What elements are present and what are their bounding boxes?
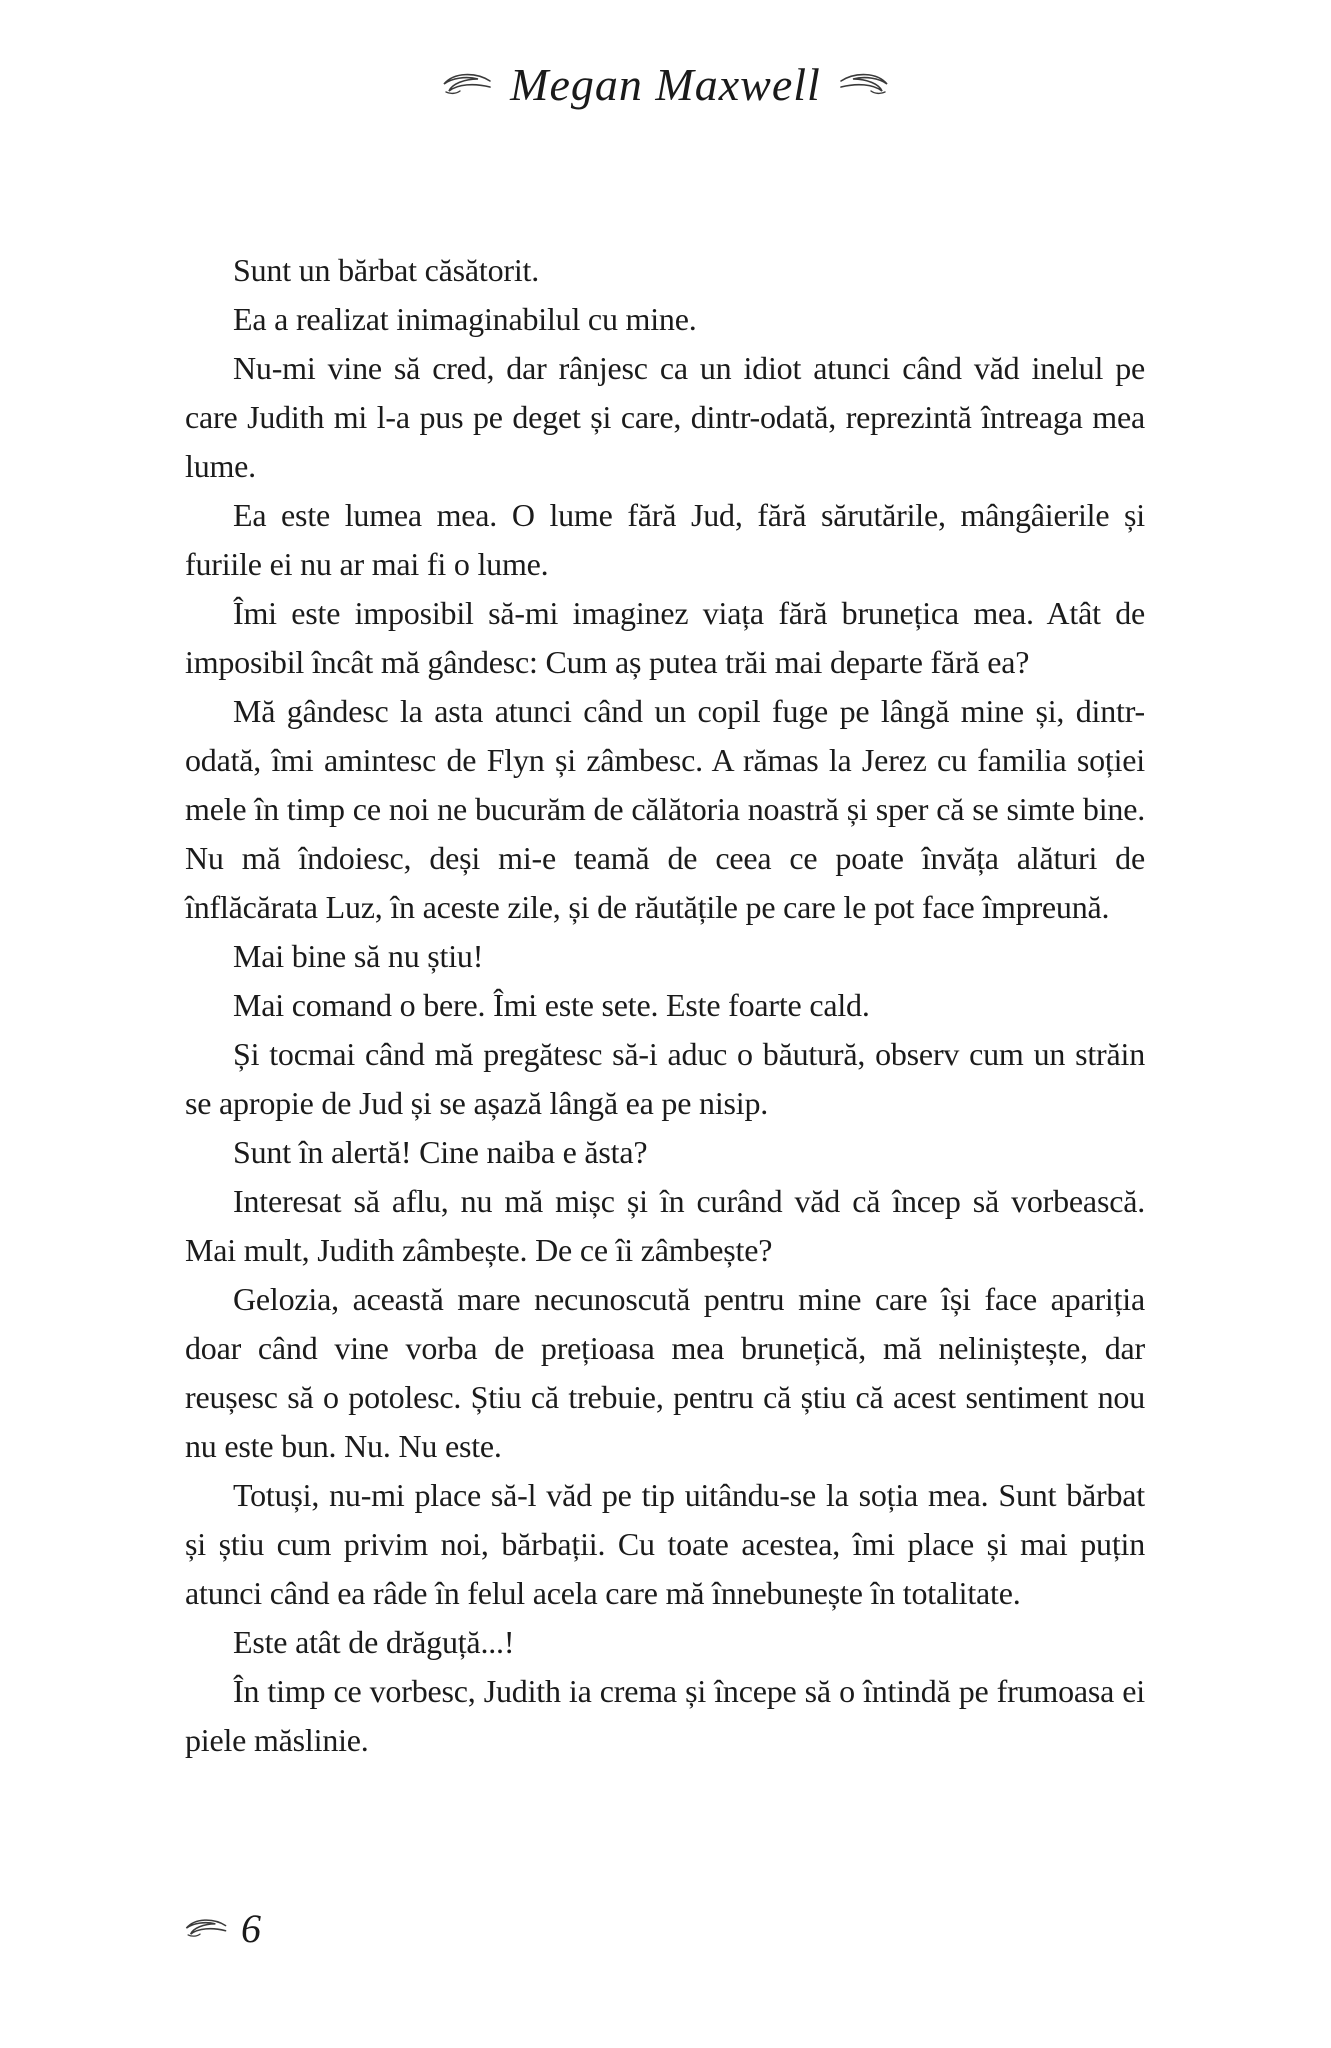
paragraph: Îmi este imposibil să-mi imaginez viața fără brunețica mea. Atât de imposibil încât mă gândesc: Cum aș putea trăi mai departe fără ea? xyxy=(185,595,1145,680)
paragraph: În timp ce vorbesc, Judith ia crema și începe să o întindă pe frumoasa ei piele măslinie. xyxy=(185,1673,1145,1758)
paragraph: Mă gândesc la asta atunci când un copil fuge pe lângă mine și, dintr-odată, îmi amintesc de Flyn și zâmbesc. A rămas la Jerez cu familia soției mele în timp ce noi ne bucurăm de călătoria noastră și sper că se simte bine. Nu mă îndoiesc, deși mi-e teamă de ceea ce poate învăța alături de înflăcărata Luz, în aceste zile, și de răutățile pe care le pot face împreună. xyxy=(185,693,1145,925)
header-flourish-right-icon xyxy=(837,70,891,100)
paragraph: Și tocmai când mă pregătesc să-i aduc o băutură, observ cum un străin se apropie de Jud și se așază lângă ea pe nisip. xyxy=(185,1036,1145,1121)
paragraph: Totuși, nu-mi place să-l văd pe tip uitându-se la soția mea. Sunt bărbat și știu cum privim noi, bărbații. Cu toate acestea, îmi place și mai puțin atunci când ea râde în felul acela care mă înnebunește în totalitate. xyxy=(185,1477,1145,1611)
paragraph: Sunt în alertă! Cine naiba e ăsta? xyxy=(233,1134,648,1170)
paragraph: Este atât de drăguță...! xyxy=(233,1624,515,1660)
paragraph: Mai comand o bere. Îmi este sete. Este foarte cald. xyxy=(233,987,870,1023)
author-name: Megan Maxwell xyxy=(510,59,821,110)
paragraph: Nu-mi vine să cred, dar rânjesc ca un idiot atunci când văd inelul pe care Judith mi l-a pus pe deget și care, dintr-odată, reprezintă întreaga mea lume. xyxy=(185,350,1145,484)
page-header xyxy=(0,58,1331,111)
footer-flourish-icon xyxy=(183,1916,229,1942)
paragraph: Ea a realizat inimaginabilul cu mine. xyxy=(233,301,697,337)
paragraph: Sunt un bărbat căsătorit. xyxy=(233,252,540,288)
paragraph: Ea este lumea mea. O lume fără Jud, fără sărutările, mângâierile și furiile ei nu ar mai fi o lume. xyxy=(185,497,1145,582)
body-text xyxy=(185,246,1145,1765)
header-flourish-left-icon xyxy=(440,70,494,100)
page-footer xyxy=(183,1905,261,1952)
paragraph: Mai bine să nu știu! xyxy=(233,938,484,974)
paragraph: Interesat să aflu, nu mă mișc și în curând văd că încep să vorbească. Mai mult, Judith zâmbește. De ce îi zâmbește? xyxy=(185,1183,1145,1268)
page-number: 6 xyxy=(241,1906,261,1951)
paragraph: Gelozia, această mare necunoscută pentru mine care își face apariția doar când vine vorba de prețioasa mea brunețică, mă neliniștește, dar reușesc să o potolesc. Știu că trebuie, pentru că știu că acest sentiment nou nu este bun. Nu. Nu este. xyxy=(185,1281,1145,1464)
